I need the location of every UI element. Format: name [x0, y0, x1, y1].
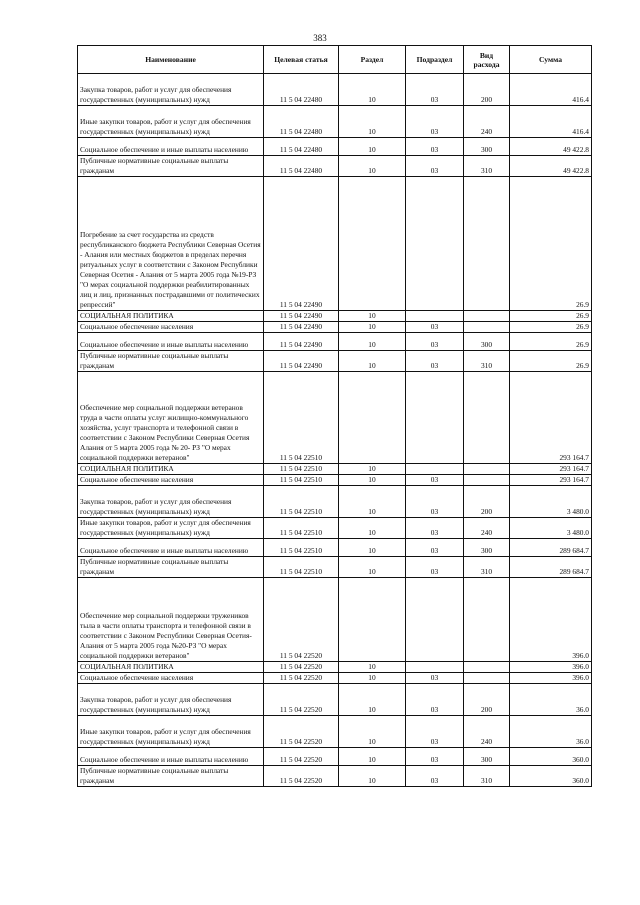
- cell-subsection: 03: [406, 557, 464, 578]
- cell-sum: 49 422.8: [510, 156, 592, 177]
- cell-sum: 396.0: [510, 578, 592, 662]
- cell-subsection: 03: [406, 475, 464, 486]
- table-row: [78, 557, 592, 578]
- cell-name: Социальное обеспечение населения: [78, 673, 264, 684]
- table-row: [78, 177, 592, 311]
- table-row: [78, 322, 592, 333]
- cell-subsection: 03: [406, 322, 464, 333]
- table-row: [78, 156, 592, 177]
- header-row: [78, 46, 592, 74]
- cell-kind: 310: [464, 351, 510, 372]
- table-row: [78, 578, 592, 662]
- cell-sum: 293 164.7: [510, 464, 592, 475]
- cell-subsection: 03: [406, 74, 464, 106]
- cell-subsection: [406, 662, 464, 673]
- table-row: [78, 673, 592, 684]
- cell-sum: 396.0: [510, 662, 592, 673]
- cell-subsection: 03: [406, 716, 464, 748]
- cell-name: Закупка товаров, работ и услуг для обеспечения государственных (муниципальных) нужд: [78, 74, 264, 106]
- cell-section: 10: [339, 684, 406, 716]
- cell-code: 11 5 04 22520: [264, 748, 339, 766]
- cell-code: 11 5 04 22480: [264, 74, 339, 106]
- cell-subsection: [406, 578, 464, 662]
- cell-section: [339, 177, 406, 311]
- cell-section: 10: [339, 557, 406, 578]
- cell-kind: [464, 372, 510, 464]
- cell-kind: 300: [464, 138, 510, 156]
- header-sum: Сумма: [510, 46, 592, 74]
- cell-subsection: 03: [406, 673, 464, 684]
- cell-name: Публичные нормативные социальные выплаты гражданам: [78, 351, 264, 372]
- cell-section: 10: [339, 539, 406, 557]
- cell-code: 11 5 04 22480: [264, 138, 339, 156]
- cell-sum: 36.0: [510, 716, 592, 748]
- cell-sum: 416.4: [510, 106, 592, 138]
- cell-kind: 240: [464, 716, 510, 748]
- cell-code: 11 5 04 22510: [264, 486, 339, 518]
- cell-subsection: 03: [406, 351, 464, 372]
- cell-sum: 360.0: [510, 766, 592, 787]
- cell-name: Социальное обеспечение населения: [78, 475, 264, 486]
- cell-name: Иные закупки товаров, работ и услуг для обеспечения государственных (муниципальных) нужд: [78, 518, 264, 539]
- cell-section: 10: [339, 311, 406, 322]
- cell-section: 10: [339, 156, 406, 177]
- cell-kind: [464, 475, 510, 486]
- cell-name: Иные закупки товаров, работ и услуг для обеспечения государственных (муниципальных) нужд: [78, 716, 264, 748]
- cell-sum: 360.0: [510, 748, 592, 766]
- cell-sum: 289 684.7: [510, 539, 592, 557]
- cell-name: СОЦИАЛЬНАЯ ПОЛИТИКА: [78, 464, 264, 475]
- cell-kind: [464, 578, 510, 662]
- cell-section: [339, 578, 406, 662]
- cell-code: 11 5 04 22490: [264, 333, 339, 351]
- table-row: [78, 662, 592, 673]
- cell-kind: 200: [464, 684, 510, 716]
- cell-code: 11 5 04 22520: [264, 578, 339, 662]
- cell-section: 10: [339, 138, 406, 156]
- table-body: [78, 74, 592, 787]
- cell-sum: 26.9: [510, 351, 592, 372]
- cell-name: Иные закупки товаров, работ и услуг для обеспечения государственных (муниципальных) нужд: [78, 106, 264, 138]
- cell-sum: 416.4: [510, 74, 592, 106]
- cell-kind: [464, 662, 510, 673]
- cell-name: Социальное обеспечение и иные выплаты населению: [78, 539, 264, 557]
- table-row: [78, 486, 592, 518]
- cell-subsection: [406, 311, 464, 322]
- table-row: [78, 351, 592, 372]
- cell-section: 10: [339, 464, 406, 475]
- cell-code: 11 5 04 22490: [264, 177, 339, 311]
- cell-name: СОЦИАЛЬНАЯ ПОЛИТИКА: [78, 311, 264, 322]
- cell-name: Социальное обеспечение и иные выплаты населению: [78, 748, 264, 766]
- cell-code: 11 5 04 22490: [264, 351, 339, 372]
- cell-name: Социальное обеспечение населения: [78, 322, 264, 333]
- cell-name: Публичные нормативные социальные выплаты гражданам: [78, 766, 264, 787]
- table-row: [78, 716, 592, 748]
- cell-kind: 240: [464, 106, 510, 138]
- cell-section: 10: [339, 766, 406, 787]
- cell-code: 11 5 04 22520: [264, 684, 339, 716]
- cell-kind: 200: [464, 486, 510, 518]
- cell-kind: 310: [464, 766, 510, 787]
- cell-sum: 26.9: [510, 322, 592, 333]
- table-row: [78, 74, 592, 106]
- header-kind: Вид расхода: [464, 46, 510, 74]
- cell-name: Закупка товаров, работ и услуг для обеспечения государственных (муниципальных) нужд: [78, 486, 264, 518]
- cell-kind: [464, 311, 510, 322]
- cell-subsection: 03: [406, 518, 464, 539]
- cell-sum: 396.0: [510, 673, 592, 684]
- table-row: [78, 372, 592, 464]
- cell-kind: 310: [464, 156, 510, 177]
- table-row: [78, 311, 592, 322]
- cell-section: 10: [339, 351, 406, 372]
- cell-kind: 200: [464, 74, 510, 106]
- cell-section: 10: [339, 475, 406, 486]
- cell-sum: 293 164.7: [510, 372, 592, 464]
- header-name: Наименование: [78, 46, 264, 74]
- cell-code: 11 5 04 22510: [264, 557, 339, 578]
- cell-code: 11 5 04 22510: [264, 464, 339, 475]
- cell-sum: 26.9: [510, 177, 592, 311]
- cell-sum: 3 480.0: [510, 486, 592, 518]
- cell-subsection: [406, 177, 464, 311]
- table-row: [78, 138, 592, 156]
- cell-subsection: 03: [406, 539, 464, 557]
- cell-kind: 300: [464, 333, 510, 351]
- table-header: [78, 46, 592, 74]
- cell-name: Социальное обеспечение и иные выплаты населению: [78, 333, 264, 351]
- cell-code: 11 5 04 22510: [264, 518, 339, 539]
- cell-subsection: 03: [406, 333, 464, 351]
- cell-name: Закупка товаров, работ и услуг для обеспечения государственных (муниципальных) нужд: [78, 684, 264, 716]
- cell-name: Погребение за счет государства из средств республиканского бюджета Республики Северная Осетия - Алания или местных бюджетов в пределах перечня ритуальных услуг в соответствии с Законом Республики Северная Осетия - Алания от 5 марта 2005 года №19-РЗ "О мерах социальной поддержки реабилитированных лиц и лиц, признанных пострадавшими от политических репрессий": [78, 177, 264, 311]
- cell-code: 11 5 04 22490: [264, 311, 339, 322]
- cell-section: 10: [339, 322, 406, 333]
- cell-code: 11 5 04 22520: [264, 766, 339, 787]
- cell-code: 11 5 04 22520: [264, 662, 339, 673]
- cell-subsection: 03: [406, 684, 464, 716]
- cell-subsection: 03: [406, 138, 464, 156]
- header-section: Раздел: [339, 46, 406, 74]
- cell-subsection: 03: [406, 766, 464, 787]
- cell-section: 10: [339, 518, 406, 539]
- cell-sum: 49 422.8: [510, 138, 592, 156]
- cell-sum: 289 684.7: [510, 557, 592, 578]
- cell-code: 11 5 04 22510: [264, 539, 339, 557]
- cell-section: [339, 372, 406, 464]
- cell-code: 11 5 04 22510: [264, 372, 339, 464]
- cell-kind: 300: [464, 539, 510, 557]
- cell-subsection: 03: [406, 156, 464, 177]
- cell-name: Публичные нормативные социальные выплаты гражданам: [78, 557, 264, 578]
- table-row: [78, 464, 592, 475]
- cell-sum: 293 164.7: [510, 475, 592, 486]
- budget-table: [77, 45, 592, 787]
- cell-kind: 300: [464, 748, 510, 766]
- cell-code: 11 5 04 22520: [264, 673, 339, 684]
- table-row: [78, 333, 592, 351]
- cell-sum: 3 480.0: [510, 518, 592, 539]
- page-number: 383: [313, 33, 327, 43]
- cell-sum: 26.9: [510, 333, 592, 351]
- cell-section: 10: [339, 716, 406, 748]
- cell-section: 10: [339, 74, 406, 106]
- table-row: [78, 106, 592, 138]
- cell-section: 10: [339, 106, 406, 138]
- table-row: [78, 766, 592, 787]
- cell-kind: [464, 322, 510, 333]
- cell-name: Социальное обеспечение и иные выплаты населению: [78, 138, 264, 156]
- cell-name: Публичные нормативные социальные выплаты гражданам: [78, 156, 264, 177]
- cell-section: 10: [339, 673, 406, 684]
- cell-section: 10: [339, 748, 406, 766]
- cell-name: СОЦИАЛЬНАЯ ПОЛИТИКА: [78, 662, 264, 673]
- cell-section: 10: [339, 333, 406, 351]
- cell-subsection: [406, 372, 464, 464]
- cell-name: Обеспечение мер социальной поддержки тружеников тыла в части оплаты транспорта и телефонной связи в соответствии с Законом Республики Северная Осетия-Алания от 5 марта 2005 года №20-РЗ "О мерах социальной поддержки ветеранов": [78, 578, 264, 662]
- cell-section: 10: [339, 662, 406, 673]
- cell-kind: [464, 177, 510, 311]
- table-row: [78, 539, 592, 557]
- header-code: Целевая статья: [264, 46, 339, 74]
- cell-code: 11 5 04 22510: [264, 475, 339, 486]
- cell-subsection: 03: [406, 486, 464, 518]
- cell-kind: [464, 464, 510, 475]
- cell-kind: [464, 673, 510, 684]
- cell-sum: 26.9: [510, 311, 592, 322]
- table-row: [78, 475, 592, 486]
- table-row: [78, 518, 592, 539]
- cell-code: 11 5 04 22480: [264, 106, 339, 138]
- cell-subsection: [406, 464, 464, 475]
- cell-code: 11 5 04 22520: [264, 716, 339, 748]
- cell-kind: 240: [464, 518, 510, 539]
- header-subsection: Подраздел: [406, 46, 464, 74]
- table-row: [78, 684, 592, 716]
- cell-section: 10: [339, 486, 406, 518]
- cell-subsection: 03: [406, 106, 464, 138]
- cell-code: 11 5 04 22490: [264, 322, 339, 333]
- cell-name: Обеспечение мер социальной поддержки ветеранов труда в части оплаты услуг жилищно-коммунального хозяйства, услуг транспорта и телефонной связи в соответствии с Законом Республики Северная Осетия Алания от 5 марта 2005 года № 20- РЗ "О мерах социальной поддержки ветеранов": [78, 372, 264, 464]
- cell-sum: 36.0: [510, 684, 592, 716]
- table-row: [78, 748, 592, 766]
- cell-subsection: 03: [406, 748, 464, 766]
- cell-code: 11 5 04 22480: [264, 156, 339, 177]
- cell-kind: 310: [464, 557, 510, 578]
